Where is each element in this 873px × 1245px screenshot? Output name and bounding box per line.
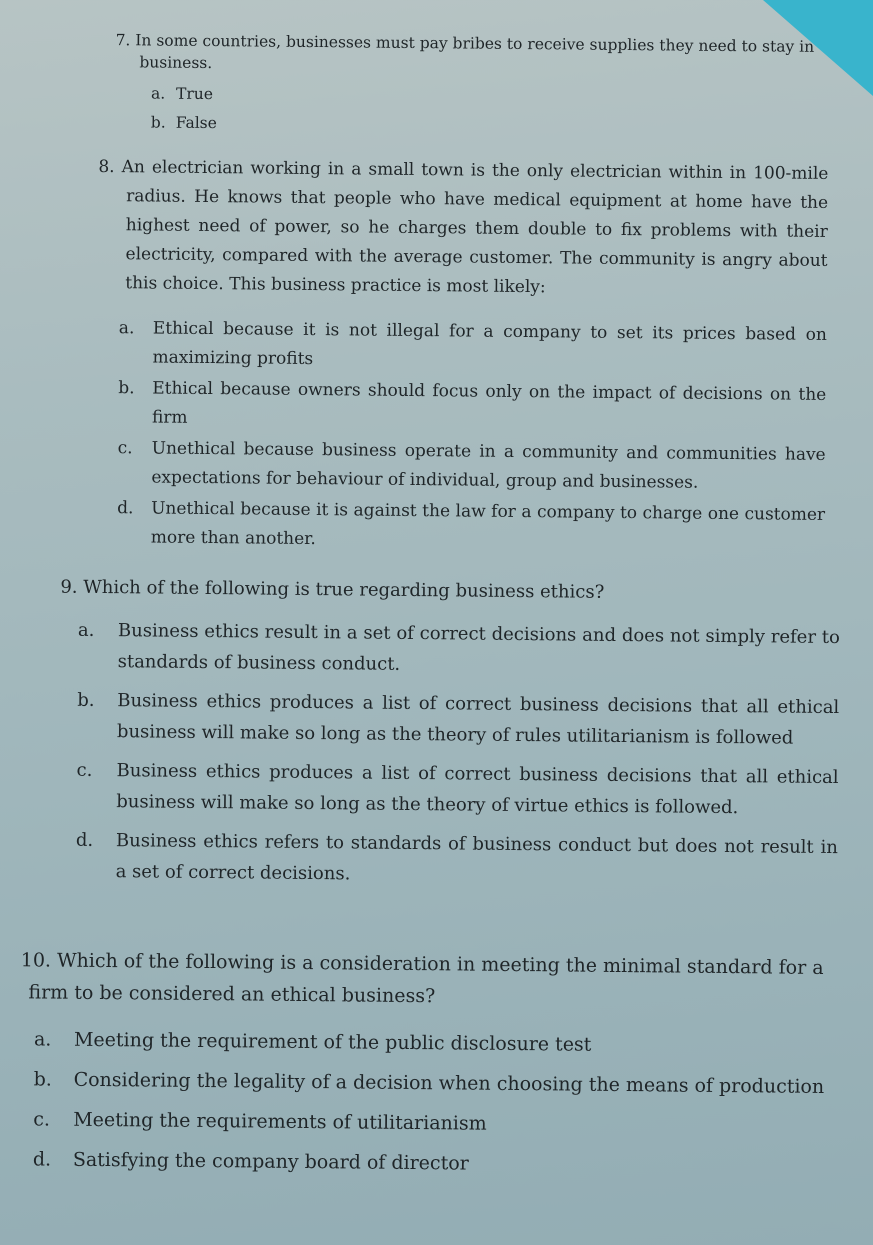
option-text: Satisfying the company board of director [72, 1148, 469, 1175]
option-letter: b. [77, 689, 95, 711]
option-letter: b. [118, 378, 135, 399]
question-7-options [115, 79, 816, 144]
question-7-number: 7. [115, 31, 131, 50]
option-text: Business ethics produces a list of correct business decisions that all ethical business will make so long as the theory of virtue ethics is followed. [116, 760, 839, 819]
option-text: Unethical because it is against the law for a company to charge one customer more than another. [150, 498, 826, 550]
option-letter: a. [118, 318, 135, 339]
question-9-option-b[interactable] [77, 685, 840, 754]
option-text: Business ethics produces a list of correct business decisions that all ethical business will make so long as the theory of rules utilitarianism is followed [116, 690, 840, 749]
option-letter: d. [32, 1148, 52, 1171]
question-9-option-c[interactable] [76, 755, 839, 824]
question-10 [17, 944, 849, 1190]
question-8 [95, 153, 829, 561]
question-7-text: In some countries, businesses must pay bribes to receive supplies they need to stay in business. [135, 31, 815, 73]
question-10-option-c[interactable] [33, 1102, 847, 1144]
question-8-option-a[interactable] [118, 314, 827, 379]
question-9-option-a[interactable] [78, 615, 841, 684]
question-9-stem [60, 573, 840, 610]
question-9-number: 9. [60, 576, 78, 598]
question-10-options [17, 1022, 848, 1184]
question-8-option-d[interactable] [117, 494, 826, 559]
option-letter: c. [117, 438, 133, 459]
question-7 [115, 29, 816, 144]
question-7-option-b[interactable] [151, 108, 815, 143]
question-10-option-b[interactable] [33, 1062, 847, 1104]
question-10-stem [18, 944, 849, 1016]
question-8-option-c[interactable] [117, 434, 826, 499]
option-text: Unethical because business operate in a community and communities have expectations for behaviour of individual, group and businesses. [151, 438, 826, 493]
option-text: True [176, 84, 214, 104]
question-9 [57, 573, 840, 902]
option-text: Business ethics result in a set of correct decisions and does not simply refer to standards of business conduct. [117, 620, 841, 675]
question-8-options [95, 314, 827, 559]
question-10-text: Which of the following is a consideration in meeting the minimal standard for a firm to be considered an ethical business? [28, 949, 824, 1008]
question-9-option-d[interactable] [75, 825, 838, 894]
question-8-stem [97, 153, 828, 305]
option-text: Meeting the requirements of utilitarianism [73, 1108, 487, 1135]
option-letter: b. [150, 113, 166, 132]
question-8-number: 8. [98, 156, 115, 178]
option-letter: b. [33, 1068, 52, 1091]
option-text: Meeting the requirement of the public disclosure test [73, 1028, 592, 1056]
question-10-number: 10. [20, 949, 52, 972]
option-text: Ethical because it is not illegal for a company to set its prices based on maximizing profits [152, 318, 827, 370]
option-text: Business ethics refers to standards of business conduct but does not result in a set of correct decisions. [115, 830, 839, 885]
question-8-option-b[interactable] [118, 374, 827, 439]
question-8-text: An electrician working in a small town is the only electrician within in 100-mile radius. He knows that people who have medical equipment at home have the highest need of power, so he charges them double to fix problems with their electricity, compared with the average customer. The community is angry about this choice. This business practice is most likely: [121, 157, 829, 298]
question-9-text: Which of the following is true regarding business ethics? [83, 576, 605, 603]
question-9-options [57, 615, 840, 894]
option-text: False [175, 113, 217, 133]
option-letter: c. [76, 759, 93, 781]
option-letter: d. [75, 829, 94, 851]
question-7-stem [115, 29, 815, 80]
option-letter: a. [77, 619, 95, 641]
option-letter: c. [33, 1108, 51, 1131]
option-text: Ethical because owners should focus only on the impact of decisions on the firm [151, 378, 827, 428]
question-10-option-a[interactable] [34, 1022, 848, 1064]
option-letter: a. [151, 84, 166, 103]
question-10-option-d[interactable] [33, 1142, 847, 1184]
option-letter: d. [117, 498, 134, 519]
option-letter: a. [33, 1028, 52, 1051]
option-text: Considering the legality of a decision when choosing the means of production [73, 1068, 825, 1098]
